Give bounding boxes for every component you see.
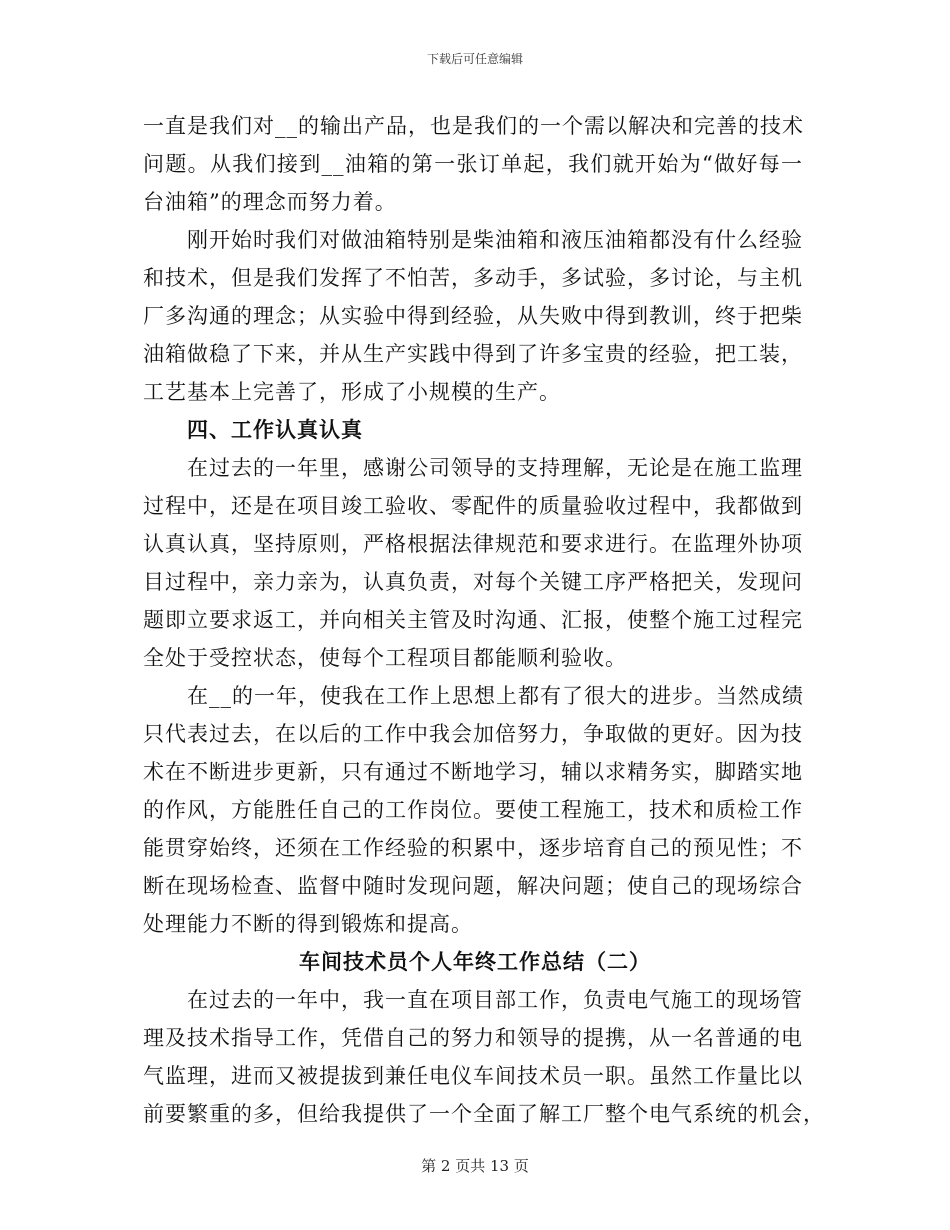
text-line: 台油箱”的理念而努力着。 [143,190,397,214]
text-line: 一直是我们对__的输出产品，也是我们的一个需以解决和完善的技术 [143,114,804,138]
text-line: 气监理，进而又被提拔到兼任电仪车间技术员一职。虽然工作量比以 [143,1064,803,1088]
text-line: 在__的一年，使我在工作上思想上都有了很大的进步。当然成绩 [187,684,804,708]
text-line: 前要繁重的多，但给我提供了一个全面了解工厂整个电气系统的机会， [143,1102,825,1126]
text-line: 厂多沟通的理念；从实验中得到经验，从失败中得到教训，终于把柴 [143,304,803,328]
text-line: 问题。从我们接到__油箱的第一张订单起，我们就开始为“做好每一 [143,152,803,176]
text-line: 工艺基本上完善了，形成了小规模的生产。 [143,380,561,404]
text-line: 处理能力不断的得到锻炼和提高。 [143,912,473,936]
text-line: 在过去的一年中，我一直在项目部工作，负责电气施工的现场管 [187,988,803,1012]
text-line: 过程中，还是在项目竣工验收、零配件的质量验收过程中，我都做到 [143,494,803,518]
text-line: 全处于受控状态，使每个工程项目都能顺利验收。 [143,646,627,670]
text-line: 理及技术指导工作，凭借自己的努力和领导的提携，从一名普通的电 [143,1026,803,1050]
text-line: 术在不断进步更新，只有通过不断地学习，辅以求精务实，脚踏实地 [143,760,803,784]
text-line: 只代表过去，在以后的工作中我会加倍努力，争取做的更好。因为技 [143,722,803,746]
text-line: 能贯穿始终，还须在工作经验的积累中，逐步培育自己的预见性；不 [143,836,803,860]
article-title: 车间技术员个人年终工作总结（二） [299,949,651,974]
text-line: 和技术，但是我们发挥了不怕苦，多动手，多试验，多讨论，与主机 [143,266,803,290]
text-line: 目过程中，亲力亲为，认真负责，对每个关键工序严格把关，发现问 [143,570,803,594]
section-heading: 四、工作认真认真 [187,417,363,442]
text-line: 在过去的一年里，感谢公司领导的支持理解，无论是在施工监理 [187,456,803,480]
text-line: 的作风，方能胜任自己的工作岗位。要使工程施工，技术和质检工作 [143,798,803,822]
text-line: 认真认真，坚持原则，严格根据法律规范和要求进行。在监理外协项 [143,532,803,556]
text-line: 题即立要求返工，并向相关主管及时沟通、汇报，使整个施工过程完 [143,608,803,632]
text-line: 油箱做稳了下来，并从生产实践中得到了许多宝贵的经验，把工装， [143,342,803,366]
text-line: 刚开始时我们对做油箱特别是柴油箱和液压油箱都没有什么经验 [187,228,803,252]
page-number: 第 2 页共 13 页 [421,1157,529,1175]
text-line: 断在现场检查、监督中随时发现问题，解决问题；使自己的现场综合 [143,874,803,898]
page-header-note: 下载后可任意编辑 [426,52,523,66]
